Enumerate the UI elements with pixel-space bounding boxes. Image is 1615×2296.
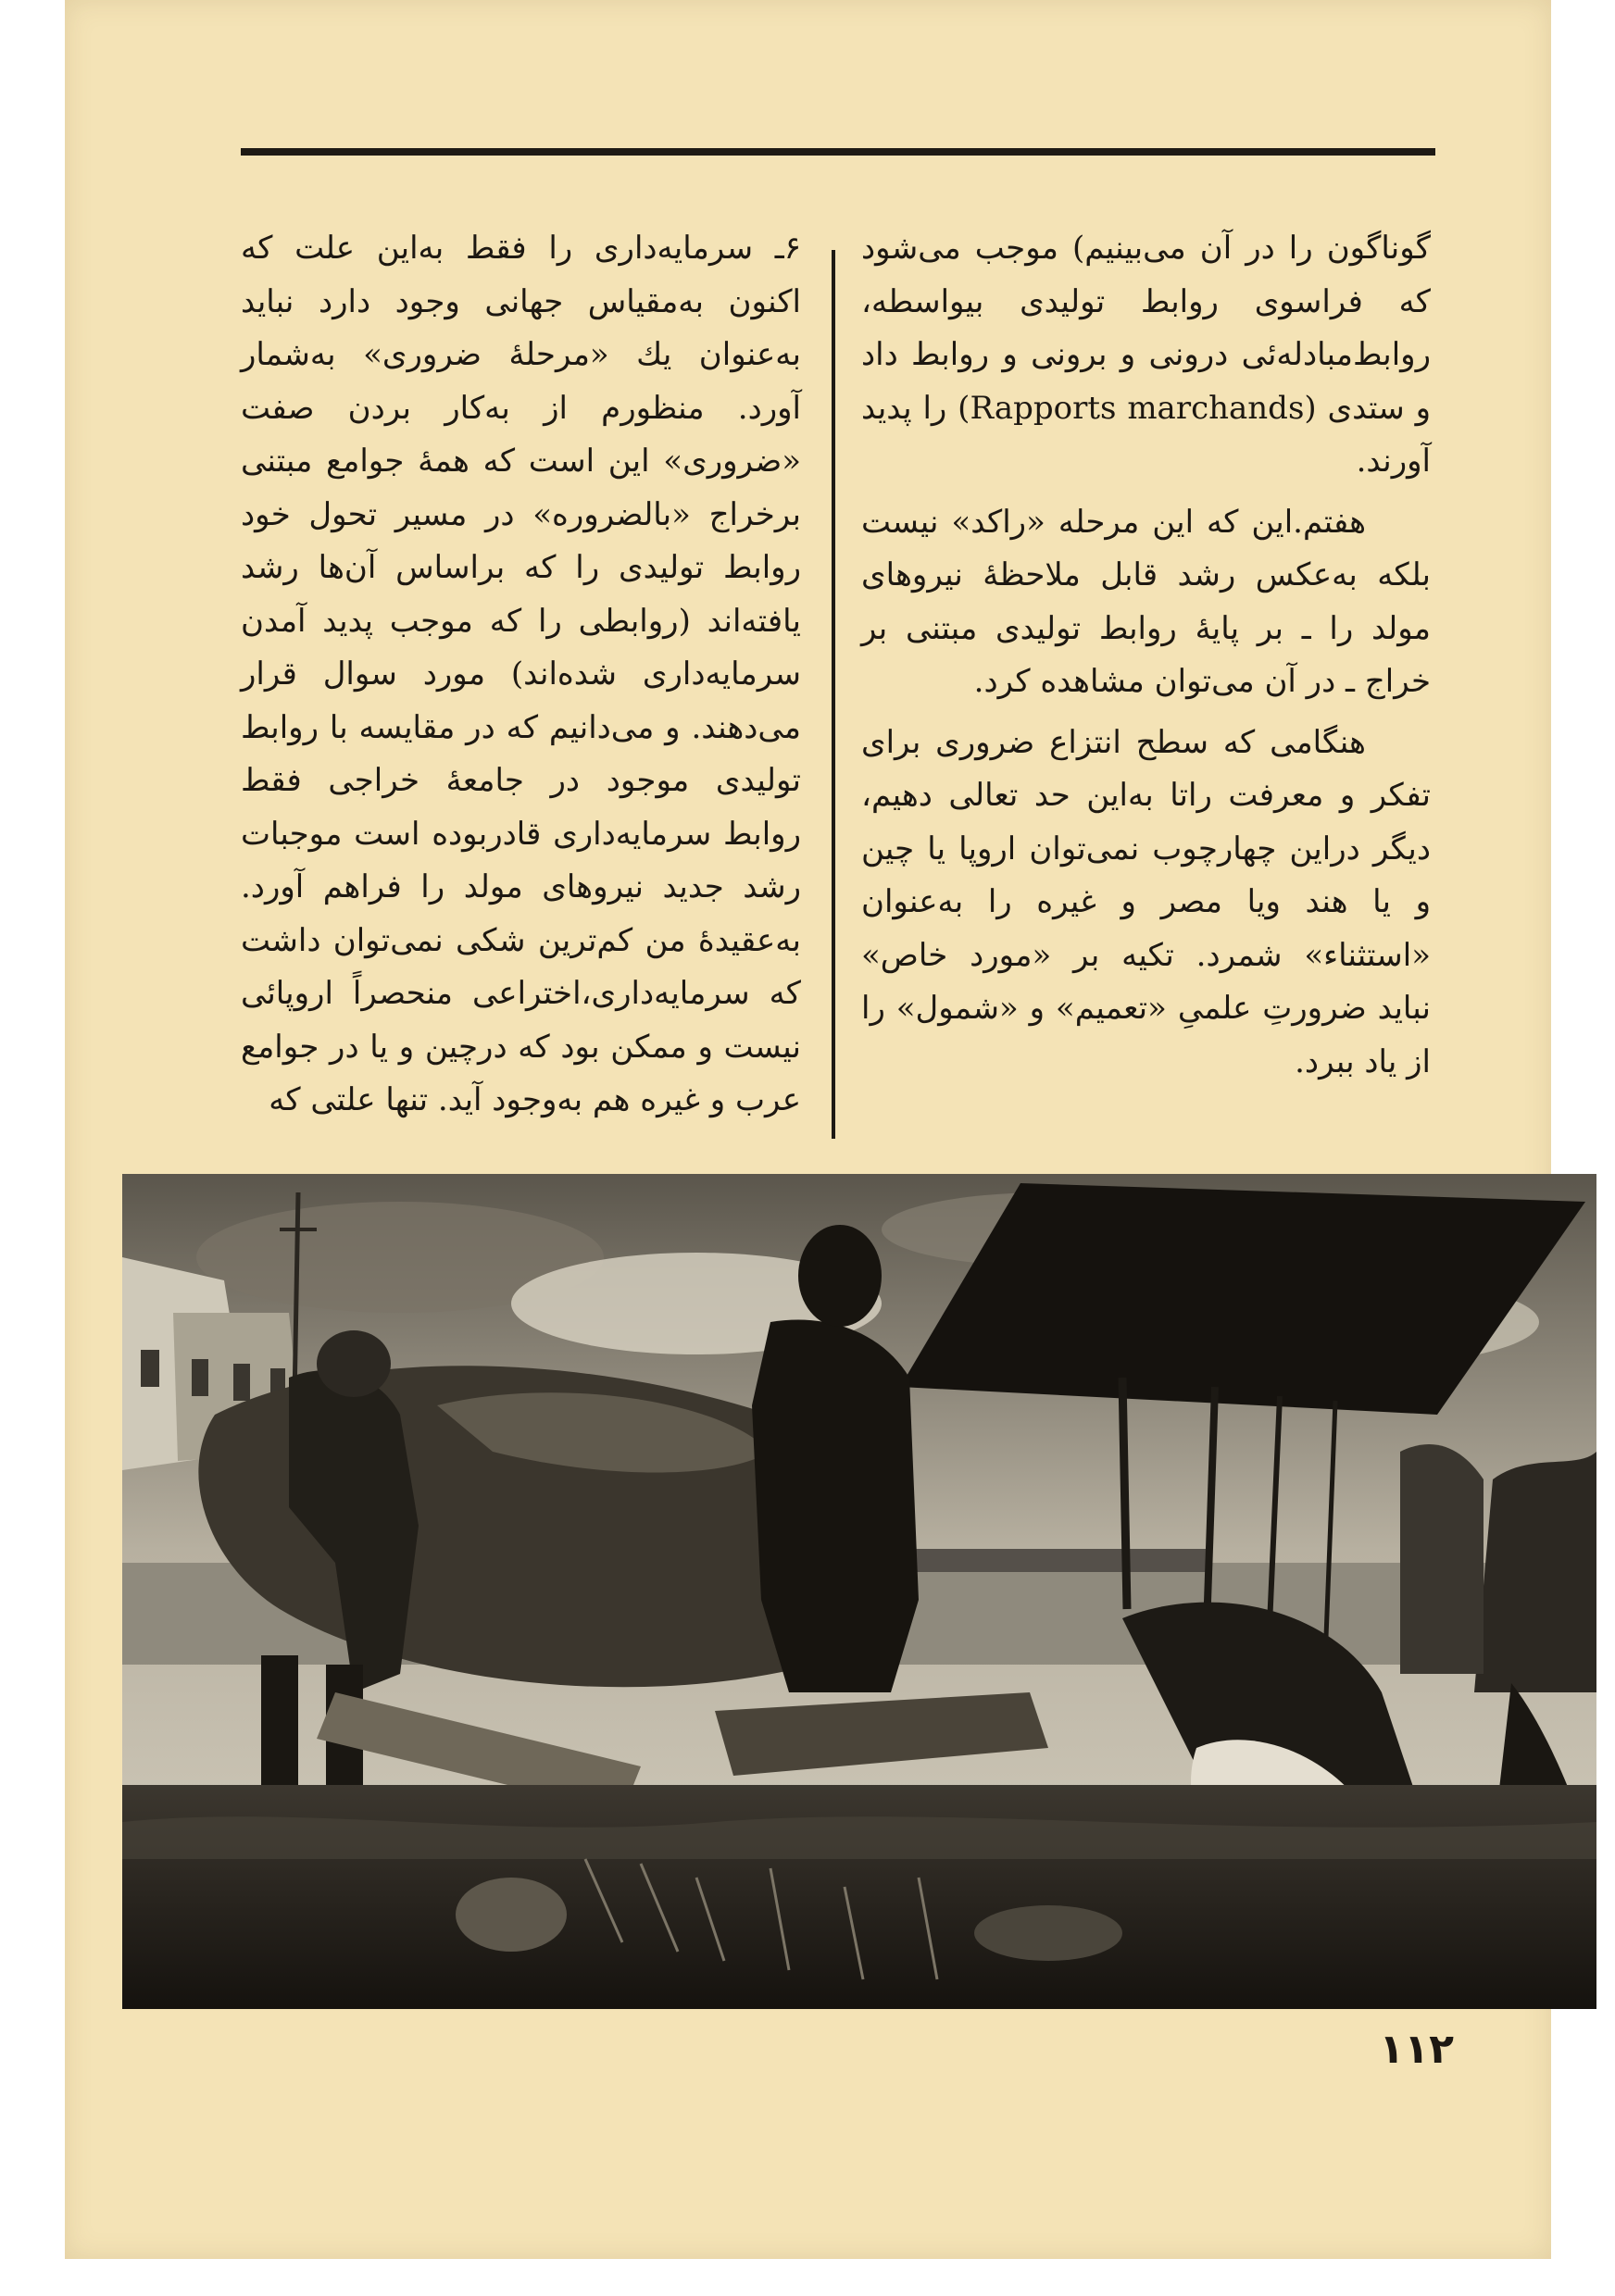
paragraph: هفتم.این که این مرحله «راکد» نیست بلکه به‌عکس رشد قابل ملاحظهٔ نیروهای مولد را ـ بر پایهٔ روابط تولیدی مبتنی بر خراج ـ در آن می‌توان مشاهده کرد. (861, 503, 1431, 700)
text-column-right (861, 222, 1431, 1096)
photograph (122, 1174, 1596, 2009)
column-divider (832, 250, 835, 1139)
paragraph: ۶ـ سرمایه‌داری را فقط به‌این علت که اکنون به‌مقیاس جهانی وجود دارد نباید به‌عنوان یك «مرحلهٔ ضروری» به‌شمار آورد. منظورم از به‌کار بردن صفت «ضروری» این است که همهٔ جوامع مبتنی برخراج «بالضروره» در مسیر تحول خود روابط تولیدی را که براساس آن‌ها رشد یافته‌اند (روابطی را که موجب پدید آمدن سرمایه‌داری شده‌اند) مورد سوال قرار می‌دهند. و می‌دانیم که در مقایسه با روابط تولیدی موجود در جامعهٔ خراجی فقط روابط سرمایه‌داری قادربوده است موجبات رشد جدید نیروهای مولد را فراهم آورد. به‌عقیدهٔ من کم‌ترین شکی نمی‌توان داشت که سرمایه‌داری،اختراعی منحصراً اروپائی نیست و ممکن بود که درچین و یا در جوامع عرب و غیره هم به‌وجود آید. تنها علتی که (241, 230, 801, 1118)
top-rule (241, 148, 1435, 156)
book-page (65, 0, 1551, 2259)
text-column-left (241, 222, 801, 1135)
paragraph: گوناگون را در آن می‌بینیم) موجب می‌شود که فراسوی روابط تولیدی بیواسطه، روابط‌مبادله‌ئی درونی و برونی و روابط داد و ستدی (Rapports marchands) را پدید آورند. (861, 230, 1431, 480)
paragraph: هنگامی که سطح انتزاع ضروری برای تفکر و معرفت راتا به‌این حد تعالی دهیم، دیگر دراین چهارچوب نمی‌توان اروپا یا چین و یا هند ویا مصر و غیره را به‌عنوان «استثناء» شمرد. تکیه بر «مورد خاص» نباید ضرورتِ علمیِ «تعمیم» و «شمول» را از یاد ببرد. (861, 723, 1431, 1080)
page-number: ۱۱۲ (1379, 2026, 1454, 2073)
worker-standing (752, 1320, 919, 1693)
